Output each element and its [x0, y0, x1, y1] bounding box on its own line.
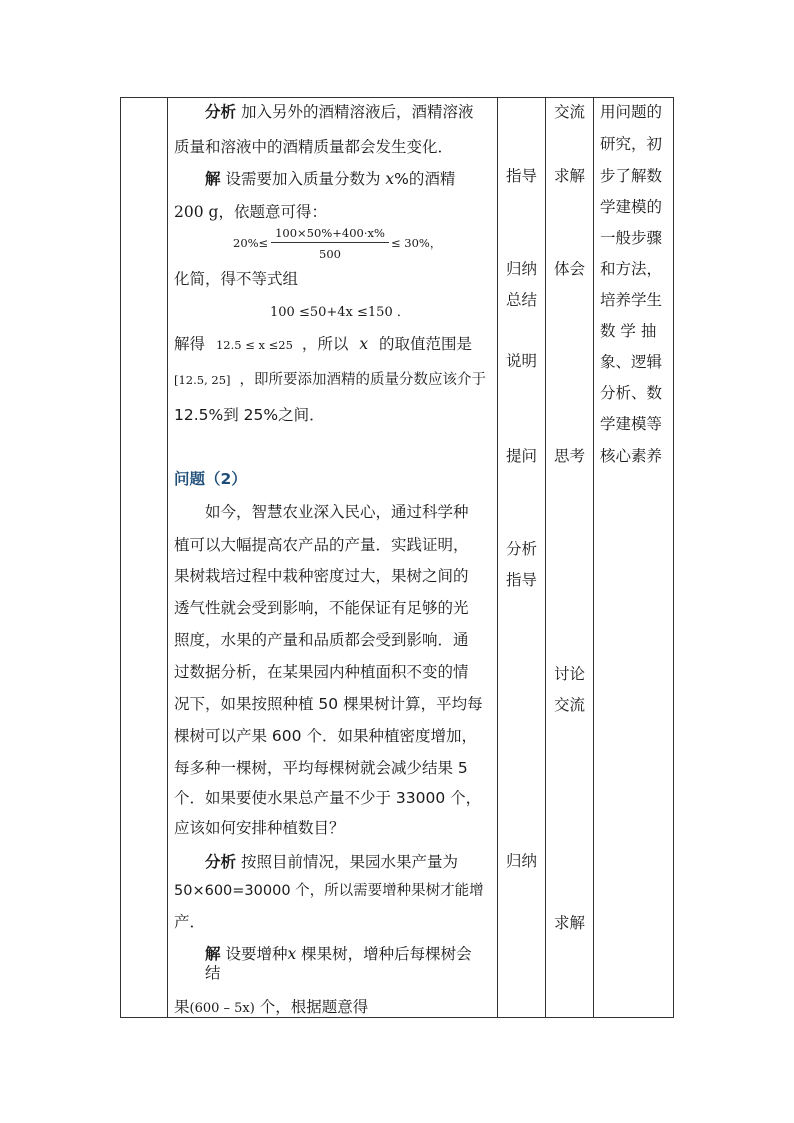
- design-intent-line: 步了解数: [600, 167, 663, 185]
- design-intent-line: 核心素养: [600, 447, 663, 465]
- solution-1-line-2: 200 g，依题意可得：: [174, 203, 327, 221]
- simplify-text: 化简，得不等式组: [174, 270, 299, 288]
- solution-label: 解: [205, 170, 221, 188]
- teacher-step: 说明: [505, 352, 537, 370]
- question-2-line: 应该如何安排种植数目？: [174, 819, 345, 837]
- design-intent-line: 学建模等: [600, 415, 663, 433]
- solution-result-line-1: 解得 12.5 ≤ x ≤25 ，所以 x 的取值范围是: [174, 335, 473, 353]
- fraction-bar: [271, 242, 389, 243]
- teacher-step: 归纳: [505, 852, 537, 870]
- teacher-step: 分析: [505, 540, 537, 558]
- design-intent-line: 和方法，: [600, 260, 663, 278]
- solution-2-line-2: 结: [205, 964, 221, 982]
- design-intent-line: 培养学生: [600, 291, 663, 309]
- analysis-2-line-1: 分析 按照目前情况，果园水果产量为: [205, 853, 458, 871]
- teacher-step: 总结: [505, 291, 537, 309]
- fraction-numerator: 100×50%+400·x%: [275, 226, 385, 240]
- question-2-line: 过数据分析，在某果园内种植面积不变的情: [174, 663, 469, 681]
- design-intent-line: 数 学 抽: [600, 322, 657, 340]
- student-step: 体会: [553, 260, 585, 278]
- yield-expression: (600 – 5x): [189, 1001, 255, 1016]
- student-step: 讨论: [553, 665, 585, 683]
- question-2-line: 个．如果要使水果总产量不少于 33000 个，: [174, 789, 482, 807]
- analysis-1-line-2: 质量和溶液中的酒精质量都会发生变化．: [174, 138, 454, 156]
- fraction-denominator: 500: [319, 247, 341, 261]
- student-step: 求解: [553, 914, 585, 932]
- table-top-border: [120, 97, 674, 98]
- student-step: 求解: [553, 167, 585, 185]
- teacher-step: 指导: [505, 571, 537, 589]
- question-2-line: 况下，如果按照种植 50 棵果树计算，平均每: [174, 695, 483, 713]
- design-intent-line: 一般步骤: [600, 229, 663, 247]
- analysis-label: 分析: [205, 853, 237, 871]
- design-intent-line: 学建模的: [600, 198, 663, 216]
- inequality-right: ≤ 30%，: [391, 236, 442, 250]
- design-intent-line: 用问题的: [600, 103, 663, 121]
- value-range: [12.5, 25]: [174, 373, 231, 387]
- table-col-line-2: [167, 97, 168, 1018]
- design-intent-line: 象、逻辑: [600, 353, 663, 371]
- question-2-line: 果树栽培过程中栽种密度过大，果树之间的: [174, 567, 469, 585]
- student-step: 思考: [553, 447, 585, 465]
- solution-result-line-2: [12.5, 25] ，即所要添加酒精的质量分数应该介于: [174, 372, 486, 388]
- question-2-line: 每多种一棵树，平均每棵树就会减少结果 5: [174, 759, 468, 777]
- design-intent-line: 分析、数: [600, 384, 663, 402]
- analysis-2-line-2: 50×600=30000 个，所以需要增种果树才能增: [174, 883, 484, 899]
- question-2-line: 照度，水果的产量和品质都会受到影响．通: [174, 631, 469, 649]
- table-col-line-5: [593, 97, 594, 1018]
- question-2-line: 如今，智慧农业深入民心，通过科学种: [205, 503, 469, 521]
- table-col-line-6: [673, 97, 674, 1018]
- table-col-line-4: [545, 97, 546, 1018]
- analysis-1-line-1: 分析 加入另外的酒精溶液后，酒精溶液: [205, 103, 474, 121]
- question-2-line: 透气性就会受到影响，不能保证有足够的光: [174, 599, 469, 617]
- solution-2-line-1: 解 设要增种x 棵果树，增种后每棵树会: [205, 945, 472, 963]
- teacher-step: 指导: [505, 167, 537, 185]
- solution-inequality: 12.5 ≤ x ≤25: [215, 338, 293, 352]
- solution-1-line-1: 解 设需要加入质量分数为 x%的酒精: [205, 170, 456, 188]
- table-col-line-1: [120, 97, 121, 1018]
- analysis-label: 分析: [205, 103, 237, 121]
- question-2-line: 植可以大幅提高农产品的产量．实践证明，: [174, 536, 469, 554]
- design-intent-line: 研究，初: [600, 135, 663, 153]
- question-2-line: 棵树可以产果 600 个．如果种植密度增加，: [174, 727, 477, 745]
- solution-2-line-3: 果(600 – 5x) 个，根据题意得: [174, 998, 369, 1016]
- solution-result-line-3: 12.5%到 25%之间．: [174, 406, 325, 424]
- analysis-2-line-3: 产．: [174, 913, 206, 931]
- teacher-step: 提问: [505, 447, 537, 465]
- question-2-title: 问题（2）: [174, 470, 247, 488]
- student-step: 交流: [553, 103, 585, 121]
- solution-label: 解: [205, 945, 221, 963]
- inequality-left: 20%≤: [233, 236, 269, 250]
- teacher-step: 归纳: [505, 260, 537, 278]
- inequality-system: 100 ≤50+4x ≤150 ．: [270, 305, 410, 320]
- student-step: 交流: [553, 696, 585, 714]
